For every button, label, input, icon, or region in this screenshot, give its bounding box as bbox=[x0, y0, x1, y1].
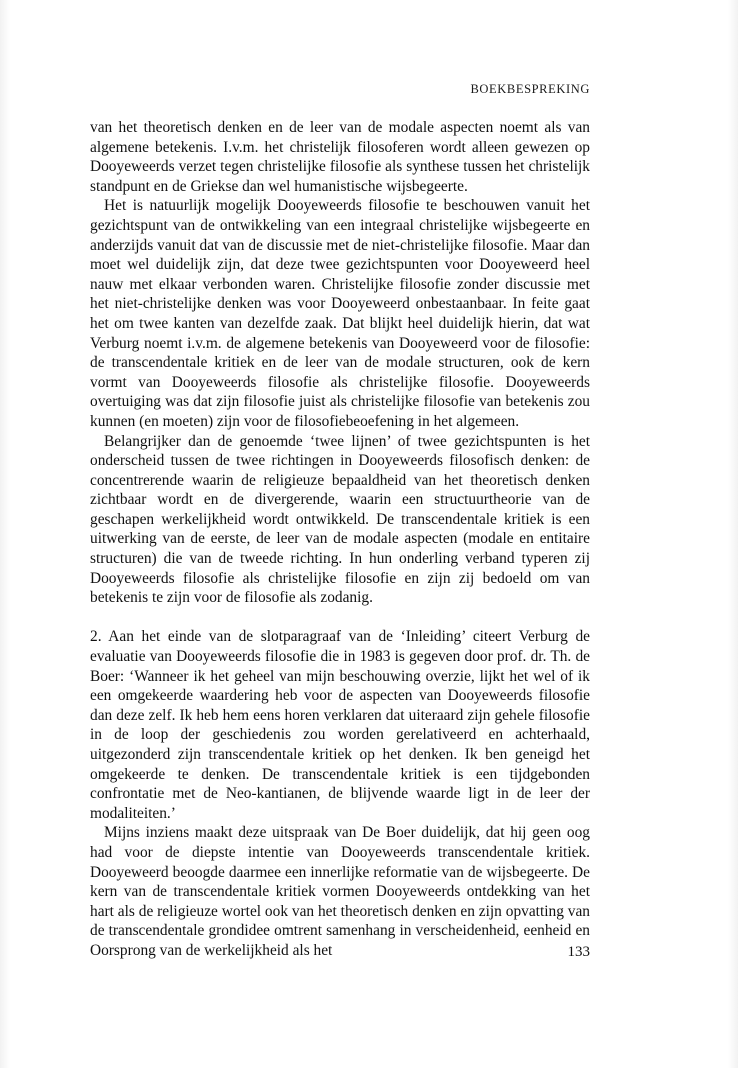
paragraph-two-directions: Belangrijker dan de genoemde ‘twee lijnen’ of twee gezichtspunten is het onderscheid tussen de twee richtingen in Dooyeweerds filosofisch denken: de concentrerende waarin de religieuze bepaaldheid van het theoretisch denken zichtbaar wordt en de divergerende, waarin een structuurtheorie van de geschapen werkelijkheid wordt ontwikkeld. De transcendentale kritiek is een uitwerking van de eerste, de leer van de modale aspecten (modale en entitaire structuren) die van de tweede richting. In hun onderling verband typeren zij Dooyeweerds filosofie als christelijke filosofie en zijn zij bedoeld om van betekenis te zijn voor de filosofie als zodanig. bbox=[90, 432, 590, 607]
page-edge-shadow-right bbox=[728, 0, 738, 1068]
paragraph-section-2: 2. Aan het einde van de slotparagraaf van de ‘Inleiding’ citeert Verburg de evaluatie van Dooyeweerds filosofie die in 1983 is gegeven door prof. dr. Th. de Boer: ‘Wanneer ik het geheel van mijn beschouwing overzie, lijkt het wel of ik een omgekeerde waardering heb voor de aspecten van Dooyeweerds filosofie dan deze zelf. Ik heb hem eens horen verklaren dat uiteraard zijn gehele filosofie in de loop der geschiedenis zou worden gerelativeerd en achterhaald, uitgezonderd zijn transcendentale kritiek op het denken. Ik ben geneigd het omgekeerde te denken. De transcendentale kritiek is een tijdgebonden confrontatie met de Neo-kantianen, de blijvende waarde ligt in de leer der modaliteiten.’ bbox=[90, 628, 590, 822]
page-edge-shadow-left bbox=[0, 0, 10, 1068]
page-number: 133 bbox=[567, 944, 590, 960]
paragraph-de-boer-critique: Mijns inziens maakt deze uitspraak van De Boer duidelijk, dat hij geen oog had voor de diepste intentie van Dooyeweerds transcendentale kritiek. Dooyeweerd beoogde daarmee een innerlijke reformatie van de wijsbegeerte. De kern van de transcendentale kritiek vormen Dooyeweerds ontdekking van het hart als de religieuze wortel ook van het theoretisch denken en zijn opvatting van de transcendentale grondidee omtrent samenhang in verscheidenheid, eenheid en Oorsprong van de werkelijkheid als het bbox=[90, 824, 590, 959]
paragraph-perspectives: Het is natuurlijk mogelijk Dooyeweerds filosofie te beschouwen vanuit het gezichtspunt van de ontwikkeling van een integraal christelijke wijsbegeerte en anderzijds vanuit dat van de discussie met de niet-christelijke filosofie. Maar dan moet wel duidelijk zijn, dat deze twee gezichtspunten voor Dooyeweerd heel nauw met elkaar verbonden waren. Christelijke filosofie zonder discussie met het niet-christelijke denken was voor Dooyeweerd onbestaanbaar. In feite gaat het om twee kanten van dezelfde zaak. Dat blijkt heel duidelijk hierin, dat wat Verburg noemt i.v.m. de algemene betekenis van Dooyeweerd voor de filosofie: de transcendentale kritiek en de leer van de modale structuren, ook de kern vormt van Dooyeweerds filosofie als christelijke filosofie. Dooyeweerds overtuiging was dat zijn filosofie juist als christelijke filosofie van betekenis zou kunnen (en moeten) zijn voor de filosofiebeoefening in het algemeen. bbox=[90, 197, 590, 430]
paragraph-continuation: van het theoretisch denken en de leer van de modale aspecten noemt als van algemene betekenis. I.v.m. het christelijk filosoferen wordt alleen gewezen op Dooyeweerds verzet tegen christelijke filosofie als synthese tussen het christelijk standpunt en de Griekse dan wel humanistische wijsbegeerte. bbox=[90, 119, 590, 195]
running-header: BOEKBESPREKING bbox=[470, 82, 590, 96]
body-text bbox=[90, 118, 590, 961]
